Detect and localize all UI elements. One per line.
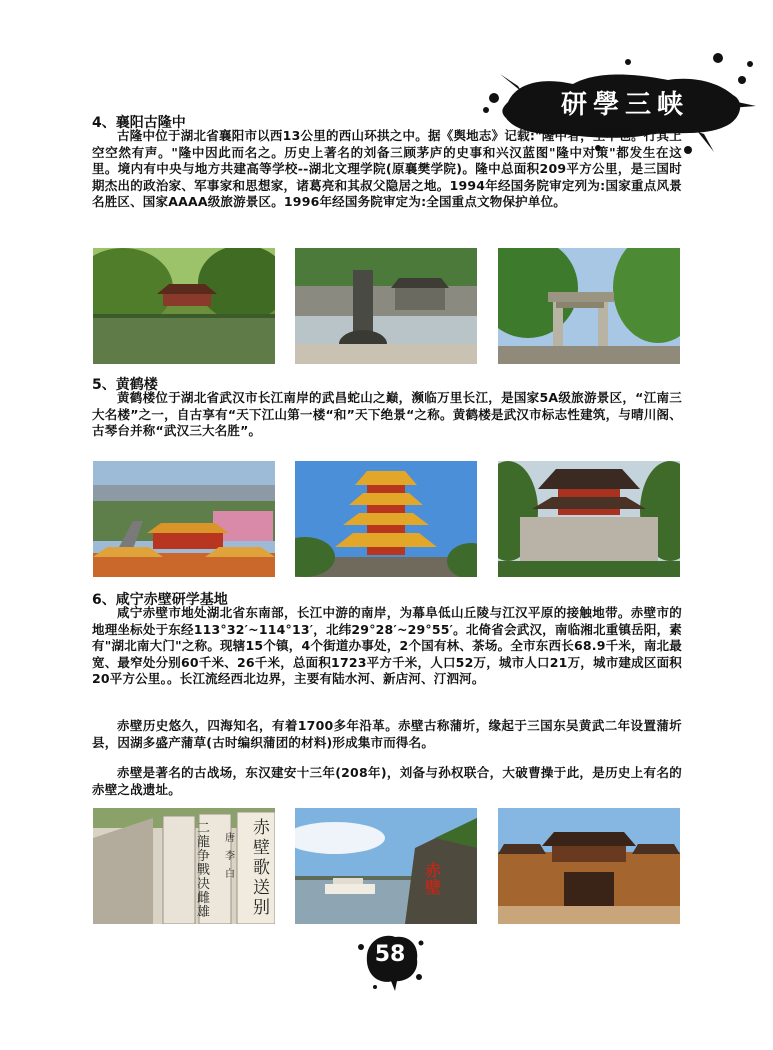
paragraph-longzhong: 古隆中位于湖北省襄阳市以西13公里的西山环拱之中。据《舆地志》记载:"隆中者，空中也。行其上空空然有声。"隆中因此而名之。历史上著名的刘备三顾茅庐的史事和兴汉蓝图"隆中对策"都发生在这里。境内有中央与地方共建高等学校--湖北文理学院(原襄樊学院)。隆中总面积209平方公里，是三国时期杰出的政治家、军事家和思想家，诸葛亮和其叔父隐居之地。1994年经国务院审定列为:国家重点风景名胜区、国家AAAA级旅游景区。1996年经国务院审定为:全国重点文物保护单位。 bbox=[92, 128, 682, 209]
photo-longzhong-stele bbox=[295, 248, 477, 364]
paragraph-chibi-history: 赤壁历史悠久，四海知名，有着1700多年沿革。赤壁古称蒲圻，缘起于三国东吴黄武二年设置蒲圻县，因湖多盛产蒲草(古时编织蒲团的材料)形成集市而得名。 bbox=[92, 718, 682, 750]
photo-yellow-crane-aerial bbox=[93, 461, 275, 577]
photo-yellow-crane-plaque-wall bbox=[498, 461, 680, 577]
cliff-characters: 赤壁 bbox=[425, 861, 442, 897]
header-title: 研學三峡 bbox=[560, 90, 689, 120]
photo-chibi-gate bbox=[498, 808, 680, 924]
photo-chibi-poem-steles bbox=[93, 808, 275, 924]
photo-longzhong-archway bbox=[498, 248, 680, 364]
paragraph-yellow-crane: 黄鹤楼位于湖北省武汉市长江南岸的武昌蛇山之巅，濒临万里长江，是国家5A级旅游景区，“江南三大名楼”之一，自古享有“天下江山第一楼“和”天下绝景“之称。黄鹤楼是武汉市标志性建筑，与晴川阁、古琴台并称“武汉三大名胜”。 bbox=[92, 390, 682, 438]
page-number: 58 bbox=[374, 942, 406, 967]
poem-inscription-left: 二龍争戰决雌雄 bbox=[197, 821, 211, 920]
paragraph-chibi-geography: 咸宁赤壁市地处湖北省东南部，长江中游的南岸，为幕阜低山丘陵与江汉平原的接触地带。赤壁市的地理坐标处于东经113°32′~114°13′，北纬29°28′~29°55′。北倚省会武汉，南临湘北重镇岳阳，素有"湖北南大门"之称。现辖15个镇，4个街道办事处，2个国有林、茶场。全市东西长68.9千米，南北最宽、最窄处分别60千米、26千米，总面积1723平方千米，人口52万，城市人口21万，城市建成区面积20平方公里。。长江流经西北边界，主要有陆水河、新店河、汀泗河。 bbox=[92, 605, 682, 686]
poem-inscription-mid: 唐 李白 bbox=[225, 833, 235, 880]
photo-yellow-crane-tower bbox=[295, 461, 477, 577]
section-heading-longzhong: 4、襄阳古隆中 bbox=[92, 115, 186, 131]
photo-chibi-cliff-river bbox=[295, 808, 477, 924]
section-heading-yellow-crane: 5、黄鹤楼 bbox=[92, 377, 158, 393]
section-heading-chibi: 6、咸宁赤壁研学基地 bbox=[92, 592, 228, 608]
poem-inscription-right: 赤壁歌送别 bbox=[253, 818, 270, 918]
photo-longzhong-lake-pavilion bbox=[93, 248, 275, 364]
paragraph-chibi-battle: 赤壁是著名的古战场，东汉建安十三年(208年)，刘备与孙权联合，大破曹操于此，是历史上有名的赤壁之战遗址。 bbox=[92, 765, 682, 797]
